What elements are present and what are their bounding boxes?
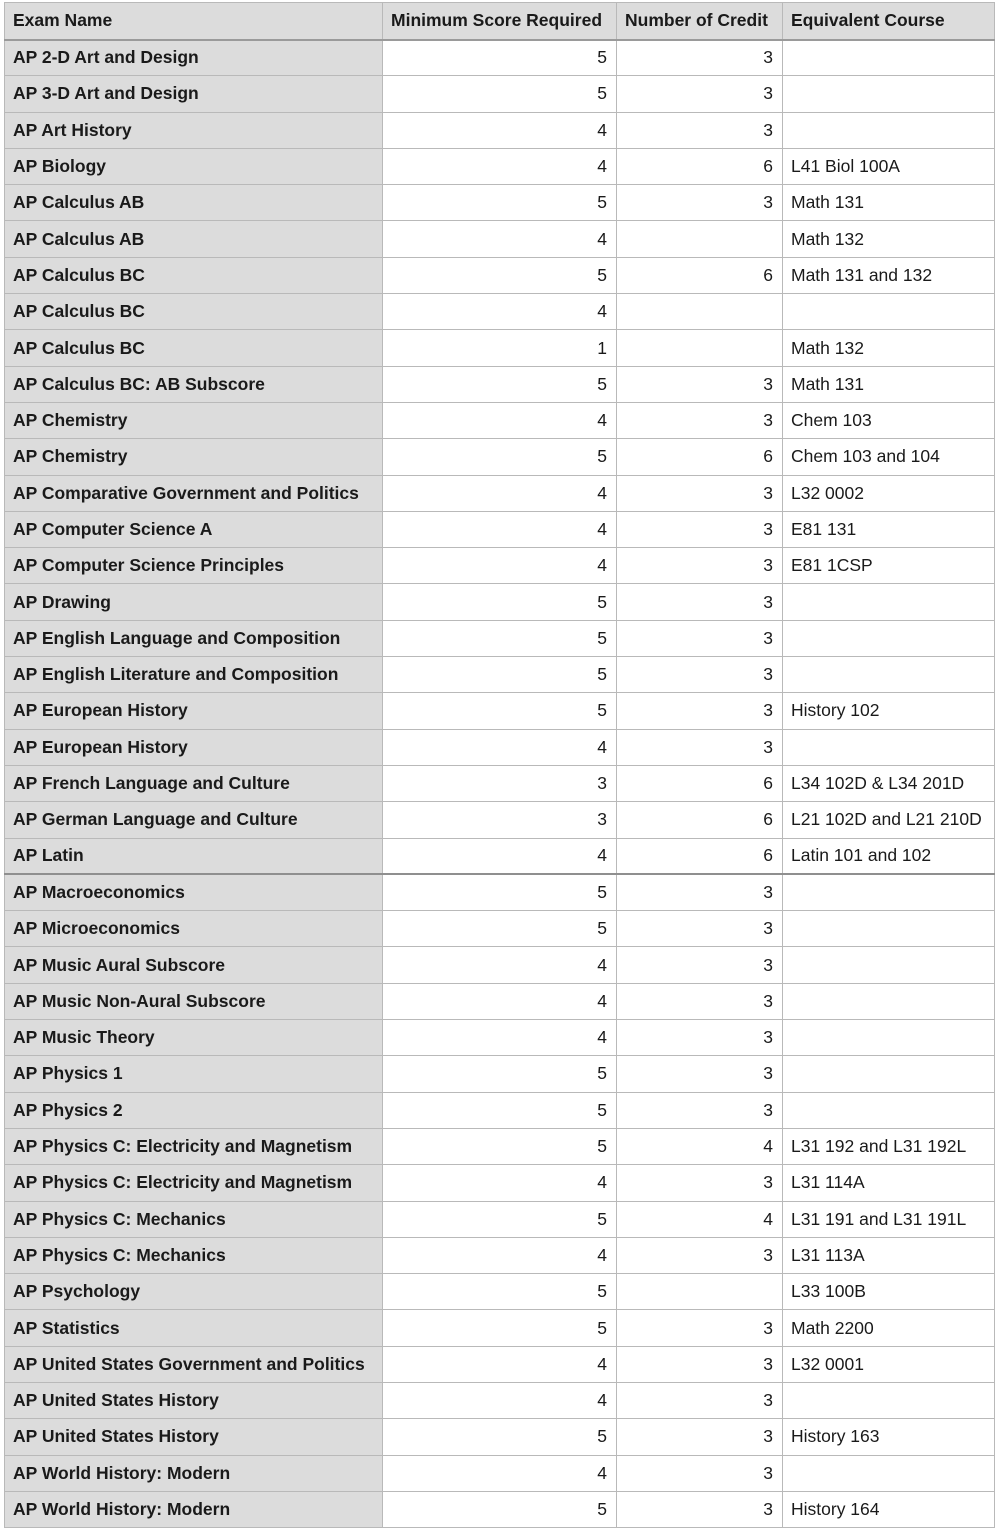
credits-cell: 3 (617, 1165, 783, 1201)
table-row (5, 1165, 995, 1201)
credits-cell: 3 (617, 475, 783, 511)
table-row (5, 1419, 995, 1455)
minimum-score-cell: 5 (383, 1310, 617, 1346)
exam-name-cell: AP Chemistry (5, 439, 383, 475)
equivalent-course-cell: L32 0001 (783, 1346, 995, 1382)
equivalent-course-cell: L32 0002 (783, 475, 995, 511)
exam-name-cell: AP Music Non-Aural Subscore (5, 983, 383, 1019)
exam-name-cell: AP Physics C: Mechanics (5, 1237, 383, 1273)
table-row (5, 1382, 995, 1418)
exam-name-cell: AP Biology (5, 148, 383, 184)
table-row (5, 330, 995, 366)
minimum-score-cell: 5 (383, 911, 617, 947)
table-row (5, 983, 995, 1019)
table-row (5, 366, 995, 402)
exam-name-cell: AP Drawing (5, 584, 383, 620)
credits-cell: 3 (617, 112, 783, 148)
exam-name-cell: AP German Language and Culture (5, 802, 383, 838)
credits-cell: 3 (617, 1346, 783, 1382)
minimum-score-cell: 4 (383, 475, 617, 511)
credits-cell: 3 (617, 1419, 783, 1455)
minimum-score-cell: 5 (383, 1274, 617, 1310)
credits-cell: 3 (617, 657, 783, 693)
equivalent-course-cell: L31 191 and L31 191L (783, 1201, 995, 1237)
table-row (5, 1274, 995, 1310)
exam-name-cell: AP Music Theory (5, 1020, 383, 1056)
equivalent-course-cell (783, 729, 995, 765)
table-row (5, 693, 995, 729)
table-row (5, 1128, 995, 1164)
table-row (5, 1310, 995, 1346)
minimum-score-cell: 5 (383, 874, 617, 910)
equivalent-course-cell: L31 113A (783, 1237, 995, 1273)
minimum-score-cell: 4 (383, 1455, 617, 1491)
equivalent-course-cell (783, 874, 995, 910)
equivalent-course-cell: Latin 101 and 102 (783, 838, 995, 874)
credits-cell: 3 (617, 947, 783, 983)
equivalent-course-cell: Math 131 (783, 185, 995, 221)
equivalent-course-cell: L21 102D and L21 210D (783, 802, 995, 838)
equivalent-course-cell (783, 584, 995, 620)
credits-cell: 3 (617, 729, 783, 765)
minimum-score-cell: 5 (383, 185, 617, 221)
exam-name-cell: AP Physics C: Electricity and Magnetism (5, 1165, 383, 1201)
exam-name-cell: AP English Literature and Composition (5, 657, 383, 693)
equivalent-course-cell: History 164 (783, 1491, 995, 1527)
exam-name-cell: AP United States Government and Politics (5, 1346, 383, 1382)
header-exam-name: Exam Name (5, 3, 383, 40)
exam-name-cell: AP European History (5, 693, 383, 729)
credits-cell: 3 (617, 1020, 783, 1056)
table-row (5, 584, 995, 620)
table-row (5, 802, 995, 838)
minimum-score-cell: 4 (383, 729, 617, 765)
credits-cell: 3 (617, 874, 783, 910)
minimum-score-cell: 5 (383, 76, 617, 112)
equivalent-course-cell (783, 620, 995, 656)
credits-cell: 3 (617, 983, 783, 1019)
minimum-score-cell: 5 (383, 257, 617, 293)
table-body (5, 40, 995, 1528)
equivalent-course-cell: History 163 (783, 1419, 995, 1455)
credits-cell: 3 (617, 584, 783, 620)
equivalent-course-cell: L33 100B (783, 1274, 995, 1310)
table-row (5, 765, 995, 801)
equivalent-course-cell: History 102 (783, 693, 995, 729)
equivalent-course-cell (783, 1092, 995, 1128)
exam-name-cell: AP Microeconomics (5, 911, 383, 947)
credits-cell (617, 294, 783, 330)
minimum-score-cell: 4 (383, 511, 617, 547)
minimum-score-cell: 5 (383, 439, 617, 475)
minimum-score-cell: 5 (383, 1491, 617, 1527)
exam-name-cell: AP World History: Modern (5, 1455, 383, 1491)
equivalent-course-cell (783, 1455, 995, 1491)
credits-cell (617, 221, 783, 257)
exam-name-cell: AP World History: Modern (5, 1491, 383, 1527)
equivalent-course-cell (783, 1382, 995, 1418)
exam-name-cell: AP Calculus AB (5, 185, 383, 221)
table-row (5, 511, 995, 547)
table-row (5, 1237, 995, 1273)
equivalent-course-cell (783, 657, 995, 693)
credits-cell (617, 1274, 783, 1310)
credits-cell: 3 (617, 1056, 783, 1092)
exam-name-cell: AP Computer Science A (5, 511, 383, 547)
table-row (5, 257, 995, 293)
minimum-score-cell: 4 (383, 1382, 617, 1418)
minimum-score-cell: 4 (383, 1165, 617, 1201)
exam-name-cell: AP Music Aural Subscore (5, 947, 383, 983)
table-row (5, 475, 995, 511)
exam-name-cell: AP Statistics (5, 1310, 383, 1346)
minimum-score-cell: 4 (383, 548, 617, 584)
exam-name-cell: AP 2-D Art and Design (5, 40, 383, 76)
credits-cell: 3 (617, 185, 783, 221)
header-credits: Number of Credit (617, 3, 783, 40)
exam-name-cell: AP Physics C: Mechanics (5, 1201, 383, 1237)
exam-name-cell: AP Physics C: Electricity and Magnetism (5, 1128, 383, 1164)
equivalent-course-cell: L31 192 and L31 192L (783, 1128, 995, 1164)
exam-name-cell: AP Computer Science Principles (5, 548, 383, 584)
exam-name-cell: AP Calculus BC (5, 294, 383, 330)
equivalent-course-cell: L41 Biol 100A (783, 148, 995, 184)
credits-cell: 3 (617, 1310, 783, 1346)
minimum-score-cell: 5 (383, 657, 617, 693)
table-header (5, 3, 995, 40)
exam-name-cell: AP Physics 2 (5, 1092, 383, 1128)
minimum-score-cell: 5 (383, 584, 617, 620)
equivalent-course-cell: Math 131 and 132 (783, 257, 995, 293)
minimum-score-cell: 4 (383, 1346, 617, 1382)
table-row (5, 40, 995, 76)
exam-name-cell: AP United States History (5, 1419, 383, 1455)
equivalent-course-cell: L34 102D & L34 201D (783, 765, 995, 801)
table-row (5, 620, 995, 656)
table-row (5, 838, 995, 874)
minimum-score-cell: 5 (383, 1419, 617, 1455)
table-row (5, 439, 995, 475)
minimum-score-cell: 5 (383, 366, 617, 402)
credits-cell (617, 330, 783, 366)
table-row (5, 1201, 995, 1237)
credits-cell: 3 (617, 76, 783, 112)
credits-cell: 6 (617, 257, 783, 293)
minimum-score-cell: 5 (383, 1056, 617, 1092)
equivalent-course-cell (783, 76, 995, 112)
exam-name-cell: AP French Language and Culture (5, 765, 383, 801)
minimum-score-cell: 4 (383, 1020, 617, 1056)
credits-cell: 3 (617, 1382, 783, 1418)
credits-cell: 6 (617, 439, 783, 475)
exam-name-cell: AP Macroeconomics (5, 874, 383, 910)
credits-cell: 6 (617, 148, 783, 184)
credits-cell: 6 (617, 802, 783, 838)
minimum-score-cell: 4 (383, 294, 617, 330)
exam-name-cell: AP Calculus BC: AB Subscore (5, 366, 383, 402)
table-row (5, 1020, 995, 1056)
equivalent-course-cell: Chem 103 (783, 402, 995, 438)
exam-name-cell: AP Physics 1 (5, 1056, 383, 1092)
exam-name-cell: AP Psychology (5, 1274, 383, 1310)
credits-cell: 4 (617, 1128, 783, 1164)
equivalent-course-cell (783, 911, 995, 947)
header-equivalent-course: Equivalent Course (783, 3, 995, 40)
equivalent-course-cell (783, 983, 995, 1019)
credits-cell: 3 (617, 1455, 783, 1491)
table-row (5, 1092, 995, 1128)
credits-cell: 3 (617, 40, 783, 76)
table-row (5, 548, 995, 584)
minimum-score-cell: 5 (383, 1201, 617, 1237)
minimum-score-cell: 4 (383, 112, 617, 148)
table-row (5, 221, 995, 257)
exam-name-cell: AP English Language and Composition (5, 620, 383, 656)
table-row (5, 1455, 995, 1491)
table-row (5, 911, 995, 947)
equivalent-course-cell: Math 132 (783, 221, 995, 257)
credits-cell: 4 (617, 1201, 783, 1237)
minimum-score-cell: 3 (383, 802, 617, 838)
table-row (5, 1491, 995, 1527)
minimum-score-cell: 1 (383, 330, 617, 366)
equivalent-course-cell: L31 114A (783, 1165, 995, 1201)
minimum-score-cell: 5 (383, 1128, 617, 1164)
equivalent-course-cell (783, 40, 995, 76)
exam-name-cell: AP European History (5, 729, 383, 765)
table-row (5, 402, 995, 438)
header-row (5, 3, 995, 40)
exam-name-cell: AP Chemistry (5, 402, 383, 438)
table-row (5, 657, 995, 693)
equivalent-course-cell (783, 294, 995, 330)
credits-cell: 3 (617, 620, 783, 656)
minimum-score-cell: 5 (383, 620, 617, 656)
table-row (5, 112, 995, 148)
table-row (5, 947, 995, 983)
equivalent-course-cell (783, 1020, 995, 1056)
minimum-score-cell: 4 (383, 947, 617, 983)
credits-cell: 3 (617, 402, 783, 438)
equivalent-course-cell: E81 131 (783, 511, 995, 547)
equivalent-course-cell: Math 132 (783, 330, 995, 366)
minimum-score-cell: 4 (383, 1237, 617, 1273)
header-minimum-score: Minimum Score Required (383, 3, 617, 40)
credits-cell: 3 (617, 1237, 783, 1273)
table-row (5, 1056, 995, 1092)
credits-cell: 3 (617, 693, 783, 729)
ap-credit-table (4, 2, 995, 1528)
minimum-score-cell: 5 (383, 40, 617, 76)
table-row (5, 1346, 995, 1382)
credits-cell: 3 (617, 366, 783, 402)
exam-name-cell: AP Comparative Government and Politics (5, 475, 383, 511)
credits-cell: 3 (617, 911, 783, 947)
equivalent-course-cell: E81 1CSP (783, 548, 995, 584)
minimum-score-cell: 4 (383, 148, 617, 184)
table-row (5, 76, 995, 112)
credits-cell: 3 (617, 1491, 783, 1527)
credits-cell: 6 (617, 765, 783, 801)
minimum-score-cell: 5 (383, 693, 617, 729)
minimum-score-cell: 4 (383, 838, 617, 874)
exam-name-cell: AP Art History (5, 112, 383, 148)
table-row (5, 874, 995, 910)
equivalent-course-cell: Math 2200 (783, 1310, 995, 1346)
exam-name-cell: AP United States History (5, 1382, 383, 1418)
exam-name-cell: AP Calculus AB (5, 221, 383, 257)
equivalent-course-cell (783, 112, 995, 148)
minimum-score-cell: 5 (383, 1092, 617, 1128)
exam-name-cell: AP Latin (5, 838, 383, 874)
equivalent-course-cell: Math 131 (783, 366, 995, 402)
exam-name-cell: AP Calculus BC (5, 330, 383, 366)
exam-name-cell: AP Calculus BC (5, 257, 383, 293)
exam-name-cell: AP 3-D Art and Design (5, 76, 383, 112)
table-row (5, 148, 995, 184)
table-row (5, 185, 995, 221)
equivalent-course-cell (783, 1056, 995, 1092)
minimum-score-cell: 4 (383, 983, 617, 1019)
credits-cell: 3 (617, 511, 783, 547)
credits-cell: 3 (617, 548, 783, 584)
equivalent-course-cell (783, 947, 995, 983)
equivalent-course-cell: Chem 103 and 104 (783, 439, 995, 475)
credits-cell: 3 (617, 1092, 783, 1128)
credits-cell: 6 (617, 838, 783, 874)
minimum-score-cell: 4 (383, 402, 617, 438)
table-row (5, 729, 995, 765)
minimum-score-cell: 3 (383, 765, 617, 801)
minimum-score-cell: 4 (383, 221, 617, 257)
table-row (5, 294, 995, 330)
